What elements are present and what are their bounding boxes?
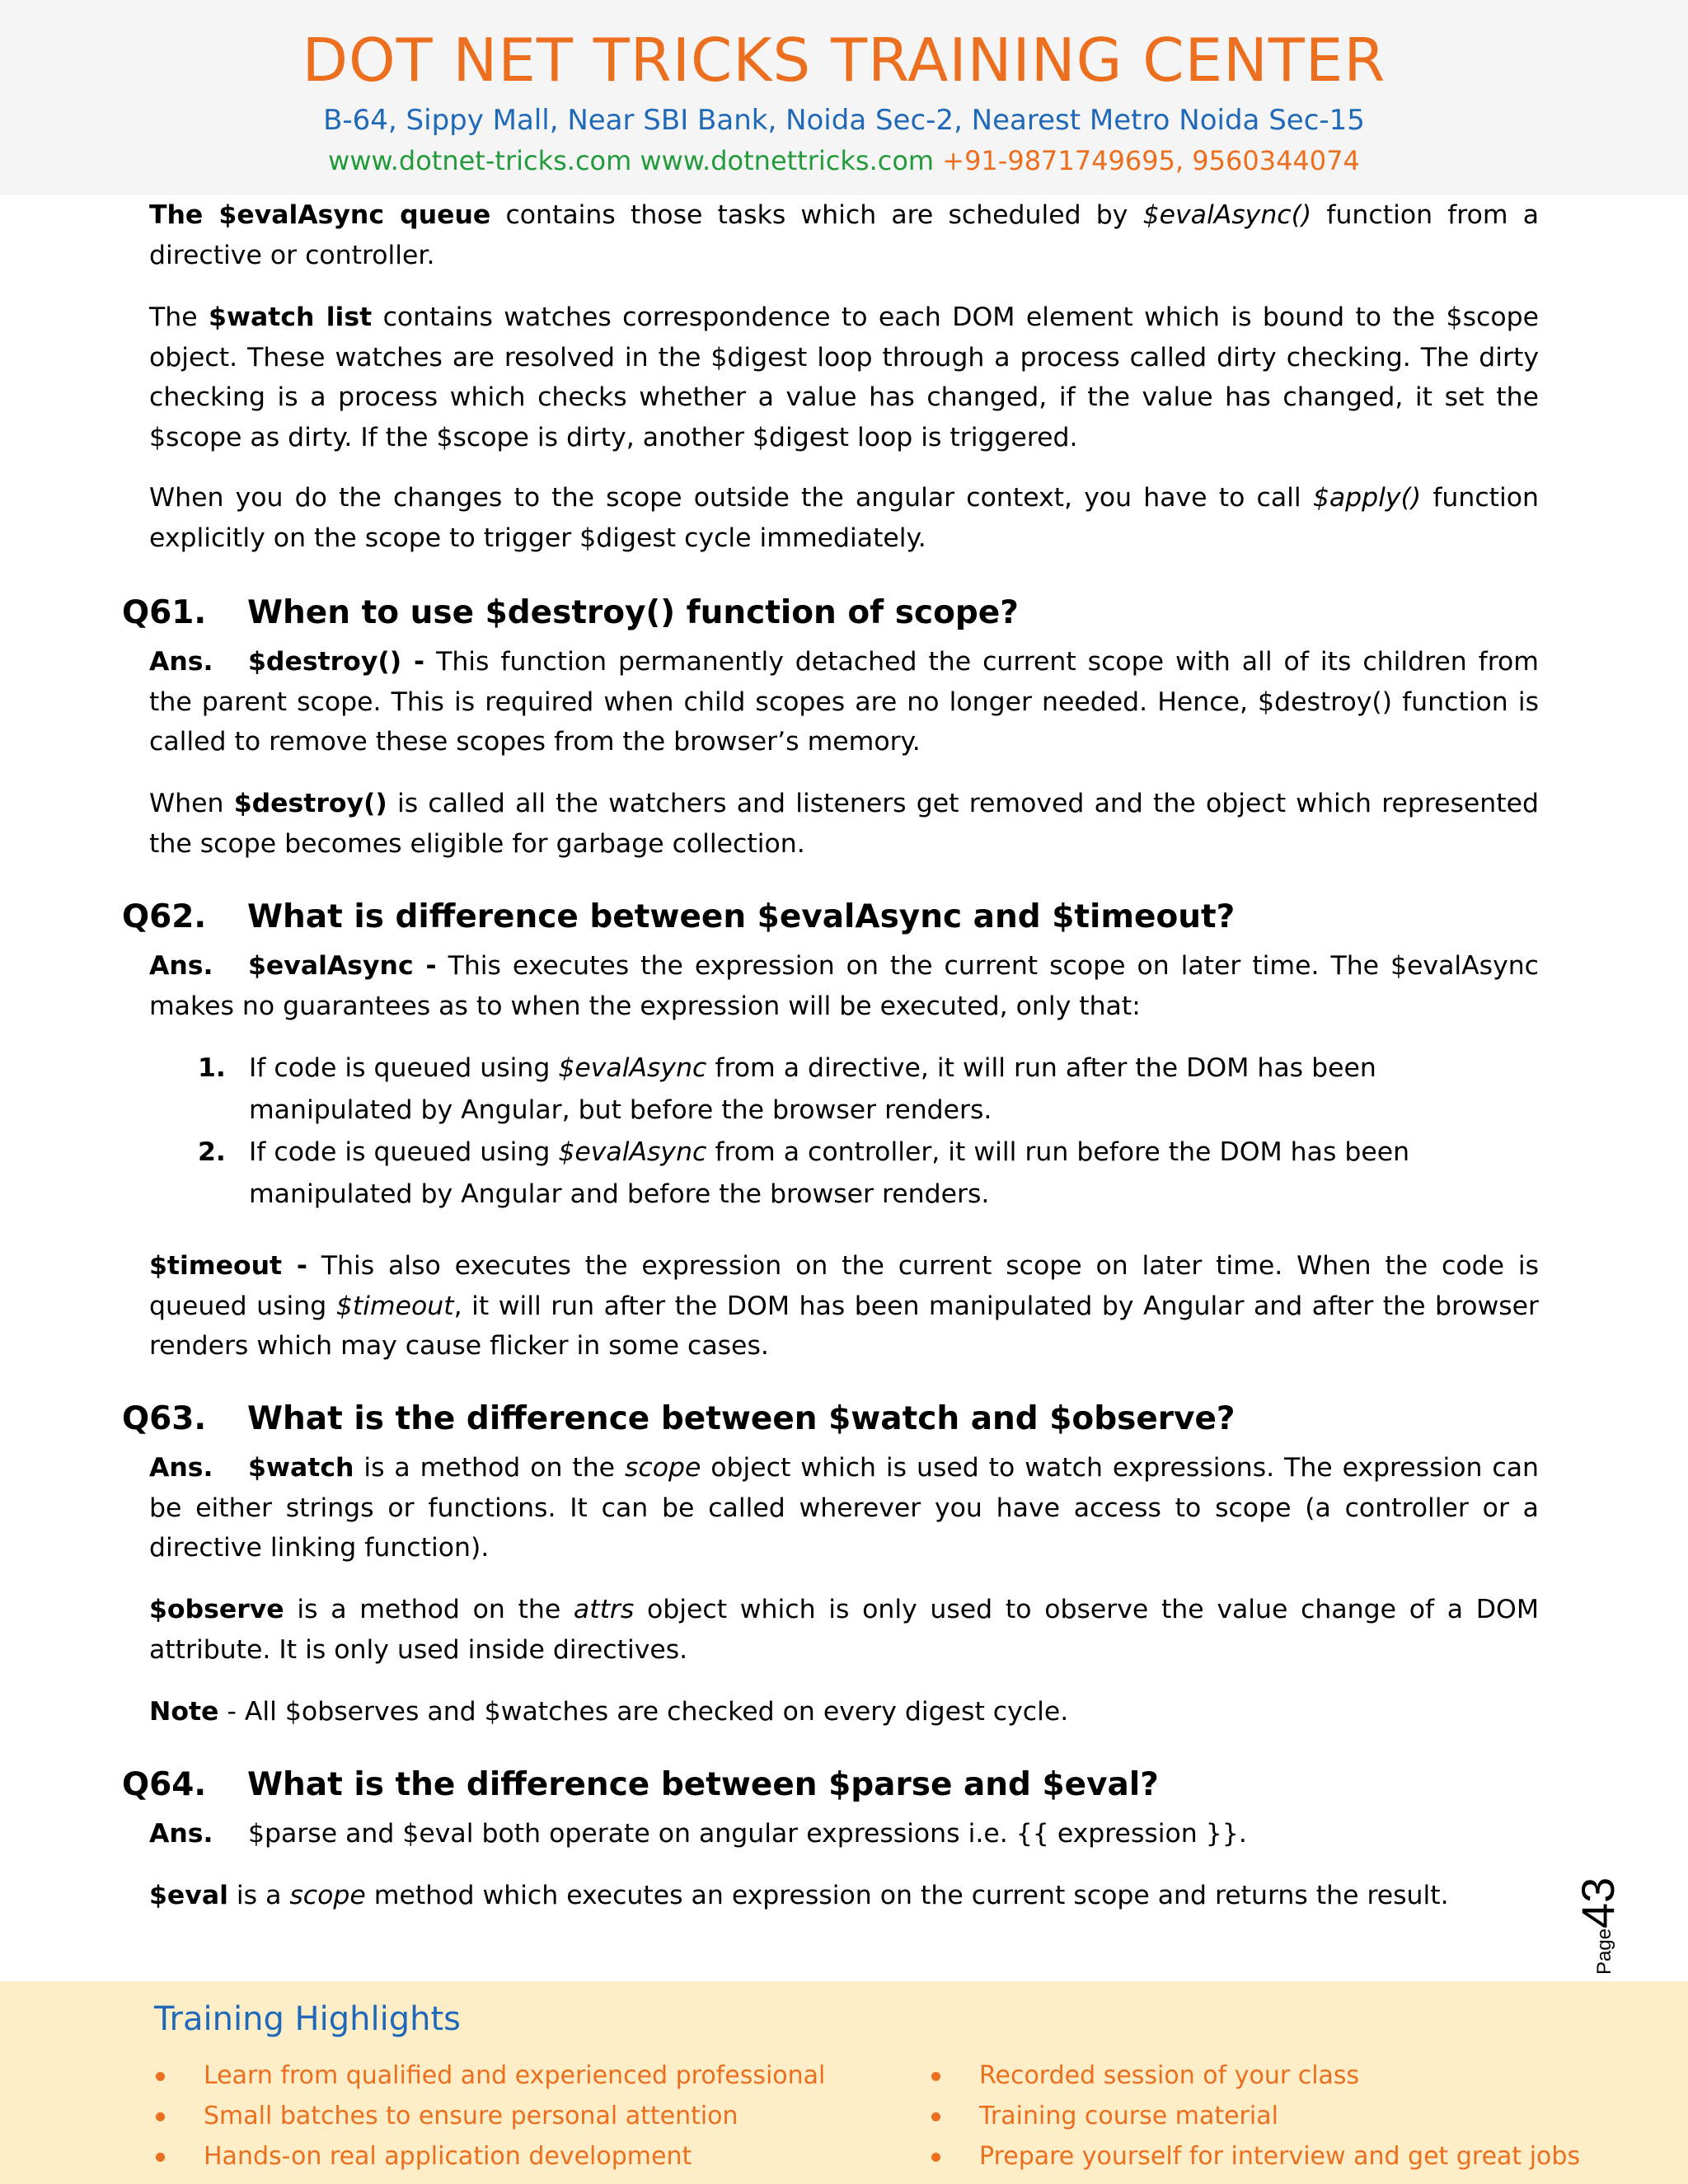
observe-text-2: object which is only used to observe the value change of a DOM attribute. It is only used inside directives. — [149, 1595, 1540, 1665]
answer-63 — [149, 1448, 1539, 1568]
eval-text-1: is a — [227, 1881, 290, 1910]
observe-text-1: is a method on the — [284, 1595, 574, 1624]
question-number: Q61. — [122, 594, 207, 631]
answer-label: Ans. — [149, 1453, 213, 1483]
answer-label: Ans. — [149, 951, 213, 981]
eval-text-2: method which executes an expression on the current scope and returns the result. — [365, 1881, 1449, 1910]
footer-list-item: Prepare yourself for interview and get great jobs — [930, 2136, 1580, 2177]
bullet-icon — [931, 2072, 940, 2081]
intro-p2-text: contains watches correspondence to each DOM element which is bound to the $scope object. These watches are resolved in the $digest loop through a process called dirty checking. The dirty checking is a process which checks whether a value has changed, if the value has changed, it set the $scope as dirty. If the $scope is dirty, another $digest loop is triggered. — [149, 302, 1539, 452]
intro-p3-tail: function explicitly on the scope to trigger $digest cycle immediately. — [149, 483, 1539, 553]
intro-p3-pre: When you do the changes to the scope outside the angular context, you have to call — [149, 483, 1313, 513]
eval-bold: $eval — [149, 1881, 228, 1910]
bullet-icon — [156, 2112, 165, 2121]
footer-left-column — [154, 2055, 825, 2177]
intro-paragraph-2 — [149, 298, 1539, 457]
timeout-paragraph — [149, 1246, 1539, 1366]
footer-list-item: Learn from qualified and experienced professional — [154, 2055, 825, 2096]
footer-right-column — [930, 2055, 1580, 2177]
answer-63-text-2: object which is used to watch expressions. The expression can be either strings or functions. It can be called wherever you have access to scope (a controller or a directive linking function). — [149, 1453, 1539, 1563]
question-number: Q63. — [122, 1400, 207, 1437]
observe-bold: $observe — [149, 1595, 284, 1624]
answer-63-text-1: is a method on the — [354, 1453, 625, 1483]
question-text: What is the difference between $watch and $observe? — [247, 1400, 1236, 1437]
answer-61-p2-pre: When — [149, 789, 234, 818]
answer-61 — [149, 642, 1539, 762]
answer-64 — [149, 1814, 1539, 1854]
intro-p1-tail: function from a directive or controller. — [149, 200, 1540, 270]
question-63-heading — [122, 1398, 1236, 1441]
intro-p1-bold: The $evalAsync queue — [149, 200, 491, 230]
answer-61-paragraph-2 — [149, 784, 1539, 864]
question-62-heading — [122, 896, 1235, 939]
page-number-marker — [1572, 1846, 1630, 1978]
intro-paragraph-3 — [149, 478, 1539, 558]
intro-p1-italic: $evalAsync() — [1142, 200, 1312, 230]
list-item — [198, 1132, 1517, 1216]
intro-p3-italic: $apply() — [1312, 483, 1422, 513]
note-bold: Note — [149, 1697, 219, 1727]
question-text: What is the difference between $parse and $eval? — [247, 1766, 1159, 1803]
list-item-text: If code is queued using $evalAsync from a directive, it will run after the DOM has been manipulated by Angular, but before the browser renders. — [249, 1053, 1376, 1125]
question-64-heading — [122, 1764, 1159, 1807]
page-header — [0, 0, 1688, 195]
question-number: Q62. — [122, 898, 207, 935]
footer-list-item: Hands-on real application development — [154, 2136, 825, 2177]
answer-61-bold: $destroy() - — [248, 647, 425, 677]
answer-label: Ans. — [149, 1819, 213, 1849]
note-text: - All $observes and $watches are checked on every digest cycle. — [218, 1697, 1069, 1727]
footer-list-item: Small batches to ensure personal attention — [154, 2096, 825, 2136]
footer-list-item: Training course material — [930, 2096, 1580, 2136]
answer-61-p2-text: is called all the watchers and listeners get removed and the object which represented the scope becomes eligible for garbage collection. — [149, 789, 1539, 859]
timeout-text: This also executes the expression on the current scope on later time. When the code is queued using — [149, 1251, 1539, 1321]
answer-64-text: $parse and $eval both operate on angular expressions i.e. {{ expression }}. — [248, 1819, 1247, 1849]
bullet-icon — [156, 2072, 165, 2081]
answer-62 — [149, 946, 1539, 1026]
header-phones: +91-9871749695, 9560344074 — [942, 145, 1360, 176]
bullet-icon — [931, 2112, 940, 2121]
answer-61-text: This function permanently detached the current scope with all of its children from the parent scope. This is required when child scopes are no longer needed. Hence, $destroy() function is called to remove these scopes from the browser’s memory. — [149, 647, 1539, 757]
timeout-italic: $timeout — [335, 1291, 454, 1321]
intro-p1-text: contains those tasks which are scheduled by — [490, 200, 1143, 230]
footer-title: Training Highlights — [154, 2000, 461, 2038]
answer-label: Ans. — [149, 647, 213, 677]
eval-paragraph — [149, 1876, 1539, 1916]
question-text: When to use $destroy() function of scope? — [247, 594, 1019, 631]
observe-paragraph — [149, 1590, 1539, 1670]
intro-p2-pre: The — [149, 302, 209, 332]
question-text: What is difference between $evalAsync and $timeout? — [247, 898, 1236, 935]
question-61-heading — [122, 592, 1019, 635]
intro-paragraph-1 — [149, 195, 1539, 275]
bullet-icon — [156, 2153, 165, 2162]
footer-list-item: Recorded session of your class — [930, 2055, 1580, 2096]
header-address: B-64, Sippy Mall, Near SBI Bank, Noida Sec-2, Nearest Metro Noida Sec-15 — [323, 104, 1365, 137]
timeout-bold: $timeout - — [149, 1251, 307, 1281]
answer-63-bold: $watch — [248, 1453, 354, 1483]
timeout-tail: , it will run after the DOM has been manipulated by Angular and after the browser renders which may cause flicker in some cases. — [149, 1291, 1539, 1361]
header-websites[interactable]: www.dotnet-tricks.com www.dotnettricks.com — [328, 145, 935, 176]
answer-62-text: This executes the expression on the current scope on later time. The $evalAsync makes no guarantees as to when the expression will be executed, only that: — [149, 951, 1540, 1021]
page-label: Page — [1593, 1928, 1615, 1975]
list-item-number: 2. — [198, 1137, 226, 1167]
observe-italic: attrs — [573, 1595, 635, 1624]
note-paragraph — [149, 1692, 1539, 1732]
question-number: Q64. — [122, 1766, 207, 1803]
answer-62-bold: $evalAsync - — [248, 951, 437, 981]
bullet-icon — [931, 2153, 940, 2162]
intro-p2-bold: $watch list — [208, 302, 373, 332]
page-number: 43 — [1572, 1877, 1624, 1929]
header-title: DOT NET TRICKS TRAINING CENTER — [302, 26, 1386, 95]
answer-61-p2-bold: $destroy() — [233, 789, 387, 818]
training-highlights-footer — [0, 1981, 1688, 2184]
list-item-number: 1. — [198, 1053, 226, 1083]
list-item-text: If code is queued using $evalAsync from a controller, it will run before the DOM has been manipulated by Angular and before the browser renders. — [249, 1137, 1410, 1209]
list-item — [198, 1047, 1517, 1132]
answer-63-italic: scope — [624, 1453, 701, 1483]
eval-italic: scope — [289, 1881, 366, 1910]
header-contact — [0, 143, 1688, 178]
